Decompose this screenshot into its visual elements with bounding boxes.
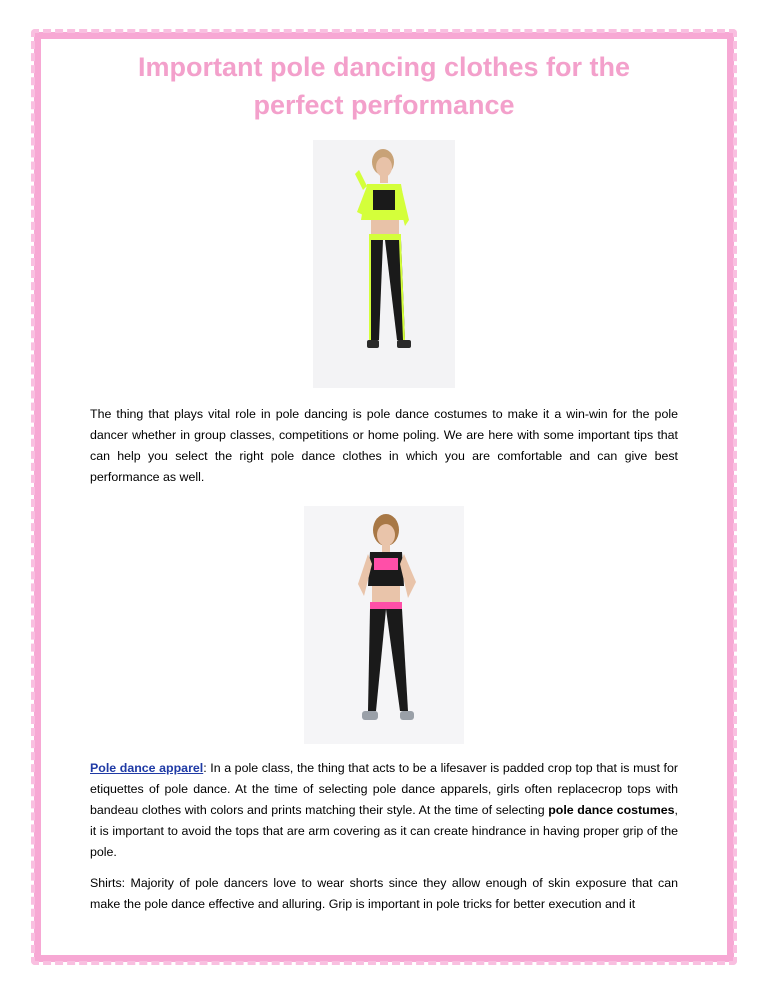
- pole-dance-apparel-link[interactable]: Pole dance apparel: [90, 761, 204, 775]
- image-1-container: [90, 140, 678, 388]
- apparel-text-a: : In a pole class, the thing that acts to be a lifesaver is padded crop top that is must for etiquettes of pole dance. At the time of selecting pole dance apparels, girls often replacecrop tops with bandeau clothes with colors and prints matching their style. At the time of selecting: [90, 761, 678, 817]
- pole-dance-costumes-bold: pole dance costumes: [548, 803, 675, 817]
- apparel-paragraph: [90, 758, 678, 863]
- image-2-container: [90, 506, 678, 744]
- dancer-neon-outfit-image: [313, 140, 455, 388]
- intro-paragraph: The thing that plays vital role in pole dancing is pole dance costumes to make it a win-win for the pole dancer whether in group classes, competitions or home poling. We are here with some important tips that can help you select the right pole dance clothes in which you are comfortable and can give best performance as well.: [90, 407, 678, 484]
- document-content: [90, 48, 678, 915]
- apparel-text-b: , it is important to avoid the tops that are arm covering as it can create hindrance in having proper grip of the pole.: [90, 803, 678, 859]
- shirts-paragraph: Shirts: Majority of pole dancers love to wear shorts since they allow enough of skin exposure that can make the pole dance effective and alluring. Grip is important in pole tricks for better execution and it: [90, 876, 678, 911]
- dancer-pink-outfit-image: [304, 506, 464, 744]
- page-title: Important pole dancing clothes for the perfect performance: [137, 52, 631, 120]
